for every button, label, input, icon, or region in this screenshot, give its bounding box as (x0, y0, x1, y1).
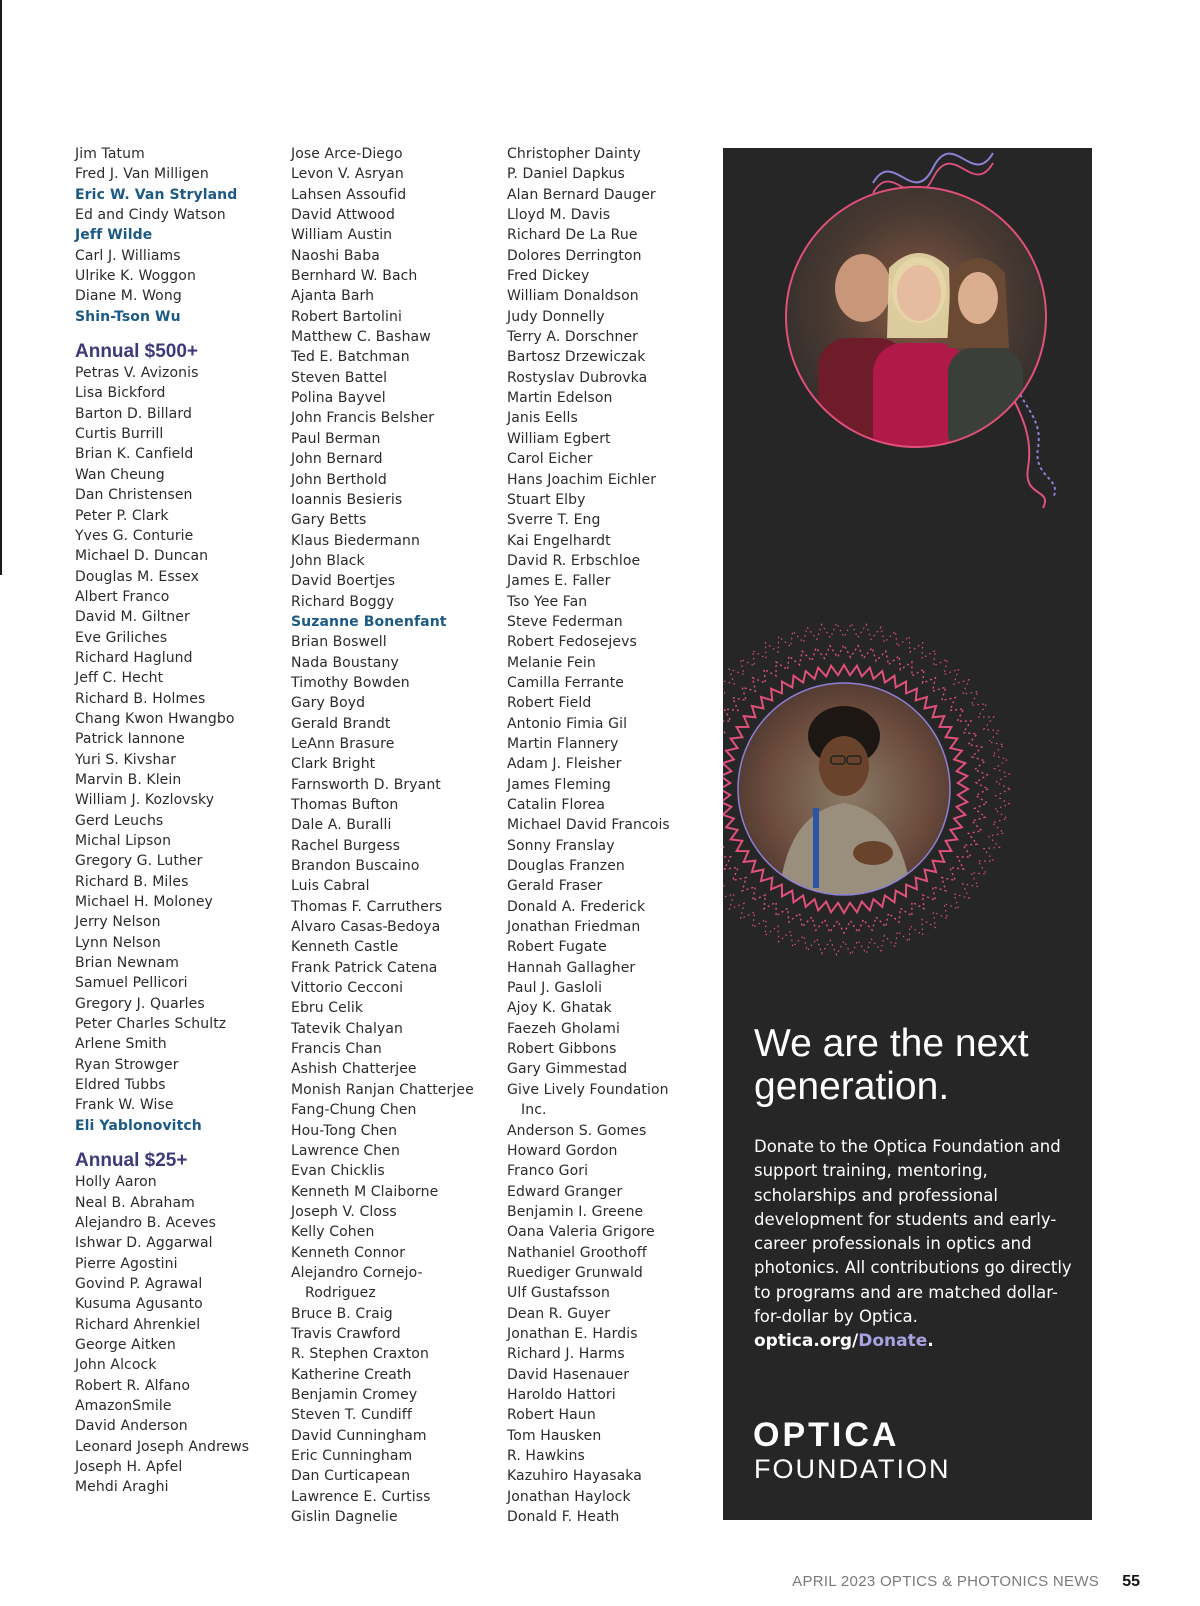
donor-name: Ishwar D. Aggarwal (75, 1235, 213, 1252)
donor-name: Ashish Chatterjee (291, 1061, 417, 1078)
donor-name: Hou-Tong Chen (291, 1122, 398, 1139)
donor-name: Ebru Celik (291, 1000, 364, 1017)
donor-name: Faezeh Gholami (507, 1020, 620, 1037)
donor-name: Tom Hausken (507, 1427, 602, 1444)
donor-name: Ted E. Batchman (291, 349, 410, 366)
donor-name: Jerry Nelson (75, 914, 161, 931)
donor-name: Fang-Chung Chen (291, 1102, 417, 1119)
donor-name: Albert Franco (75, 588, 170, 605)
donor-name: Lisa Bickford (75, 385, 166, 402)
donor-name: Richard De La Rue (507, 227, 638, 244)
ad-headline: We are the next generation. (754, 1022, 1029, 1108)
donor-list (291, 144, 501, 1527)
donor-name: David M. Giltner (75, 609, 190, 626)
donor-name: Kai Engelhardt (507, 532, 611, 549)
donor-name: James E. Faller (507, 573, 611, 590)
donor-name: Richard Ahrenkiel (75, 1316, 201, 1333)
donor-name: Stuart Elby (507, 491, 586, 508)
donor-name: Rachel Burgess (291, 837, 400, 854)
donor-name: Thomas F. Carruthers (291, 898, 443, 915)
donor-name: Clark Bright (291, 756, 376, 773)
donor-name: Joseph H. Apfel (75, 1458, 183, 1475)
donor-name: Frank Patrick Catena (291, 959, 438, 976)
donor-name: Steven T. Cundiff (291, 1407, 412, 1424)
donor-name: Gislin Dagnelie (291, 1509, 398, 1526)
donor-name: Janis Eells (507, 410, 578, 427)
optica-foundation-ad (723, 148, 1092, 1520)
donor-name: Haroldo Hattori (507, 1386, 616, 1403)
donor-name: Monish Ranjan Chatterjee (291, 1081, 474, 1098)
donor-name: Ulrike K. Woggon (75, 268, 196, 285)
donor-name: Pierre Agostini (75, 1255, 178, 1272)
donor-name: Bernhard W. Bach (291, 268, 418, 285)
donate-link[interactable]: optica.org/Donate. (754, 1331, 934, 1351)
donor-name: John Francis Belsher (291, 410, 435, 427)
donor-name: David Boertjes (291, 573, 396, 590)
page-number: 55 (1122, 1573, 1140, 1590)
donor-name: Robert Gibbons (507, 1041, 617, 1058)
donor-name: R. Stephen Craxton (291, 1346, 429, 1363)
optica-logo-wordmark: OPTICA (753, 1416, 900, 1454)
donor-name: Martin Flannery (507, 735, 619, 752)
page-footer (700, 1571, 1140, 1591)
donor-name: Terry A. Dorschner (507, 329, 639, 346)
donor-name: Lynn Nelson (75, 934, 161, 951)
donor-name: Eric W. Van Stryland (75, 186, 238, 203)
photo-student (733, 678, 963, 908)
donor-name: Jose Arce-Diego (291, 146, 403, 162)
donor-name: Frank W. Wise (75, 1097, 174, 1114)
donor-name: Anderson S. Gomes (507, 1122, 647, 1139)
donor-name: Nathaniel Groothoff (507, 1244, 647, 1261)
donor-name: Katherine Creath (291, 1366, 412, 1383)
donor-name: Donald F. Heath (507, 1509, 620, 1526)
donor-name: Richard Boggy (291, 593, 395, 610)
donor-name: Lawrence E. Curtiss (291, 1488, 431, 1505)
donor-name: Robert Field (507, 695, 592, 712)
donor-name: Hannah Gallagher (507, 959, 636, 976)
donor-name: Lahsen Assoufid (291, 186, 407, 203)
donor-name: Leonard Joseph Andrews (75, 1438, 250, 1455)
donor-name: Sonny Franslay (507, 837, 615, 854)
donor-name: Kenneth Connor (291, 1244, 406, 1261)
donor-name: William Egbert (507, 430, 611, 447)
donor-name: John Alcock (75, 1357, 157, 1374)
donor-name: Tso Yee Fan (507, 593, 588, 610)
donor-column-2 (291, 144, 501, 1527)
donor-column-1 (75, 144, 285, 1498)
donor-name: Chang Kwon Hwangbo (75, 710, 235, 727)
donor-name: Levon V. Asryan (291, 166, 404, 183)
donor-name: Ioannis Besieris (291, 491, 403, 508)
donor-name: Kazuhiro Hayasaka (507, 1468, 642, 1485)
donor-name: Robert R. Alfano (75, 1377, 191, 1394)
donor-name: Brian K. Canfield (75, 446, 194, 463)
donor-name: David R. Erbschloe (507, 552, 641, 569)
donor-name: Michal Lipson (75, 833, 172, 849)
donor-name: Martin Edelson (507, 390, 613, 407)
donor-name: Holly Aaron (75, 1174, 157, 1191)
donor-name: Matthew C. Bashaw (291, 329, 431, 346)
donor-name: Lloyd M. Davis (507, 207, 611, 224)
donor-name: Gary Betts (291, 512, 367, 529)
donor-name: Joseph V. Closs (291, 1203, 397, 1220)
donor-name: Ruediger Grunwald (507, 1264, 643, 1281)
donor-name: Ulf Gustafsson (507, 1285, 610, 1302)
donor-name: David Attwood (291, 207, 395, 224)
donor-name: George Aitken (75, 1336, 176, 1353)
donor-name: Brian Boswell (291, 634, 387, 651)
donor-name: Jeff Wilde (75, 227, 153, 244)
donor-name: Luis Cabral (291, 878, 370, 895)
ad-body-text: Donate to the Optica Foundation and support training, mentoring, scholarships and professional development for students and early-career professionals in optics and photonics. All contributions go directly to programs and are matched dollar-for-dollar by Optica. (754, 1137, 1072, 1327)
donor-list (75, 1172, 285, 1498)
donor-name: James Fleming (507, 776, 611, 793)
donor-name: Melanie Fein (507, 654, 596, 671)
donor-name: Naoshi Baba (291, 247, 380, 264)
donor-name: Dolores Derrington (507, 247, 642, 264)
donor-name: Franco Gori (507, 1163, 589, 1180)
donor-name: Sverre T. Eng (507, 512, 601, 529)
donor-name: Dale A. Buralli (291, 817, 392, 834)
donor-name: Polina Bayvel (291, 390, 386, 407)
donor-name: John Black (291, 552, 365, 569)
donor-name: Gary Gimmestad (507, 1061, 628, 1078)
section-heading-annual-25: Annual $25+ (75, 1150, 188, 1172)
photo-three-people (783, 178, 1053, 463)
donor-name: Ed and Cindy Watson (75, 207, 226, 224)
donor-name: Dan Curticapean (291, 1468, 411, 1485)
donor-name: Francis Chan (291, 1041, 382, 1058)
donor-name: Travis Crawford (291, 1325, 401, 1342)
donor-name: AmazonSmile (75, 1397, 172, 1414)
donor-name: Gerd Leuchs (75, 812, 164, 829)
donor-name: Donald A. Frederick (507, 898, 646, 915)
donor-name: Kusuma Agusanto (75, 1296, 203, 1313)
donor-name: Adam J. Fleisher (507, 756, 622, 773)
donor-name: Robert Fugate (507, 939, 607, 956)
donor-name: Wan Cheung (75, 466, 165, 483)
donor-name: Shin-Tson Wu (75, 308, 181, 325)
donor-name: Benjamin I. Greene (507, 1203, 644, 1220)
donor-name: Bartosz Drzewiczak (507, 349, 646, 366)
donor-name: Catalin Florea (507, 797, 606, 813)
donor-name: Jonathan Haylock (507, 1488, 631, 1505)
donor-name: Edward Granger (507, 1183, 623, 1200)
donor-name: Eli Yablonovitch (75, 1117, 202, 1134)
donor-name: Kelly Cohen (291, 1224, 375, 1241)
donor-name: David Cunningham (291, 1427, 427, 1444)
donor-name: Petras V. Avizonis (75, 365, 199, 382)
donor-name: William J. Kozlovsky (75, 792, 215, 809)
donor-name: Eric Cunningham (291, 1448, 413, 1464)
donor-name: Gerald Fraser (507, 878, 603, 895)
donor-name: Farnsworth D. Bryant (291, 776, 441, 793)
issue-label: APRIL 2023 OPTICS & PHOTONICS NEWS (792, 1573, 1100, 1590)
optica-logo-subtitle: FOUNDATION (754, 1454, 951, 1484)
donor-name: Rostyslav Dubrovka (507, 369, 648, 386)
donor-name: Michael H. Moloney (75, 894, 213, 911)
donor-name: Jeff C. Hecht (75, 670, 164, 687)
donor-name: Dean R. Guyer (507, 1305, 611, 1322)
donor-name: Howard Gordon (507, 1142, 618, 1159)
donor-name: Jim Tatum (75, 146, 145, 162)
donor-name: Steven Battel (291, 369, 388, 386)
section-heading-annual-500: Annual $500+ (75, 341, 199, 363)
donor-name: Yuri S. Kivshar (75, 751, 177, 768)
page-edge-rule (0, 0, 2, 575)
donor-name: Barton D. Billard (75, 405, 192, 422)
donor-name: Paul Berman (291, 430, 381, 447)
donor-list (507, 144, 717, 1527)
donor-name: Antonio Fimia Gil (507, 715, 628, 732)
donor-name: Michael David Francois (507, 817, 670, 834)
donor-name: Dan Christensen (75, 487, 193, 504)
donor-name: Samuel Pellicori (75, 975, 188, 992)
donor-name: Klaus Biedermann (291, 532, 420, 549)
donor-name: William Austin (291, 227, 393, 244)
donor-name: Give Lively Foundation (507, 1081, 669, 1098)
donor-name: Alejandro B. Aceves (75, 1214, 217, 1231)
donor-name: Camilla Ferrante (507, 674, 625, 691)
donor-name: Mehdi Araghi (75, 1479, 169, 1496)
donor-name: Brian Newnam (75, 955, 179, 972)
donor-name: Suzanne Bonenfant (291, 613, 447, 630)
donor-name: Robert Fedosejevs (507, 634, 637, 651)
donor-list (75, 363, 285, 1136)
donor-name: Ajanta Barh (291, 288, 375, 305)
donor-name: Steve Federman (507, 613, 623, 630)
donor-name: Neal B. Abraham (75, 1194, 195, 1211)
donor-name: Govind P. Agrawal (75, 1275, 203, 1292)
donor-name: Thomas Bufton (291, 797, 399, 813)
donor-name: Rodriguez (305, 1285, 376, 1302)
donor-name: Christopher Dainty (507, 146, 641, 162)
donor-name: Alejandro Cornejo- (291, 1264, 423, 1281)
donor-name: P. Daniel Dapkus (507, 166, 625, 183)
donor-name: Robert Haun (507, 1407, 596, 1424)
donor-name: David Anderson (75, 1418, 188, 1435)
donor-name: Arlene Smith (75, 1036, 167, 1053)
donor-name: Timothy Bowden (291, 674, 410, 691)
donor-name: Judy Donnelly (507, 308, 605, 325)
donor-name: Ryan Strowger (75, 1056, 179, 1073)
donor-name: Richard Haglund (75, 649, 193, 666)
donor-name: Inc. (521, 1102, 547, 1119)
donor-name: Patrick Iannone (75, 731, 185, 748)
donor-name: Tatevik Chalyan (291, 1020, 404, 1037)
donor-name: Alvaro Casas-Bedoya (291, 919, 441, 936)
donor-name: Peter Charles Schultz (75, 1016, 227, 1033)
donor-name: Yves G. Conturie (75, 527, 194, 544)
donor-name: Michael D. Duncan (75, 548, 209, 565)
donor-name: Douglas M. Essex (75, 568, 199, 585)
donor-name: Jonathan Friedman (507, 919, 641, 936)
donor-name: Curtis Burrill (75, 426, 164, 443)
donor-name: Nada Boustany (291, 654, 399, 671)
donor-name: LeAnn Brasure (291, 735, 395, 752)
donor-name: John Berthold (291, 471, 387, 488)
donor-name: Carol Eicher (507, 451, 593, 468)
donor-name: Gregory J. Quarles (75, 995, 205, 1012)
donor-name: Robert Bartolini (291, 308, 402, 325)
donor-name: Oana Valeria Grigore (507, 1224, 655, 1241)
donor-name: Kenneth M Claiborne (291, 1183, 439, 1200)
donor-name: Richard J. Harms (507, 1346, 625, 1363)
donor-name: Richard B. Miles (75, 873, 189, 890)
donor-name: Evan Chicklis (291, 1163, 385, 1180)
donor-name: Ajoy K. Ghatak (507, 1000, 612, 1017)
donor-name: Lawrence Chen (291, 1142, 400, 1159)
donor-name: Paul J. Gasloli (507, 980, 603, 997)
donor-name: Eldred Tubbs (75, 1077, 166, 1094)
donor-name: Benjamin Cromey (291, 1386, 418, 1403)
donor-list (75, 144, 285, 327)
donor-name: Douglas Franzen (507, 858, 625, 875)
donor-name: William Donaldson (507, 288, 639, 305)
donor-name: Fred Dickey (507, 268, 590, 285)
donor-name: Brandon Buscaino (291, 858, 420, 875)
donor-name: Hans Joachim Eichler (507, 471, 657, 488)
donor-name: Vittorio Cecconi (291, 980, 404, 997)
donor-name: R. Hawkins (507, 1448, 585, 1464)
donor-name: Richard B. Holmes (75, 690, 206, 707)
donor-name: Alan Bernard Dauger (507, 186, 656, 203)
donor-name: Peter P. Clark (75, 507, 169, 524)
donor-name: Jonathan E. Hardis (507, 1325, 638, 1342)
donor-name: Carl J. Williams (75, 247, 181, 264)
donor-name: Kenneth Castle (291, 939, 399, 956)
donor-name: Gregory G. Luther (75, 853, 203, 870)
donor-name: Fred J. Van Milligen (75, 166, 209, 183)
donor-name: Eve Griliches (75, 629, 168, 646)
donor-name: Marvin B. Klein (75, 771, 182, 788)
donor-name: Diane M. Wong (75, 288, 182, 305)
donor-name: Gerald Brandt (291, 715, 391, 732)
donor-column-3 (507, 144, 717, 1527)
donor-name: John Bernard (291, 451, 383, 468)
donor-name: Gary Boyd (291, 695, 366, 712)
donor-name: Bruce B. Craig (291, 1305, 393, 1322)
donor-name: David Hasenauer (507, 1366, 630, 1383)
